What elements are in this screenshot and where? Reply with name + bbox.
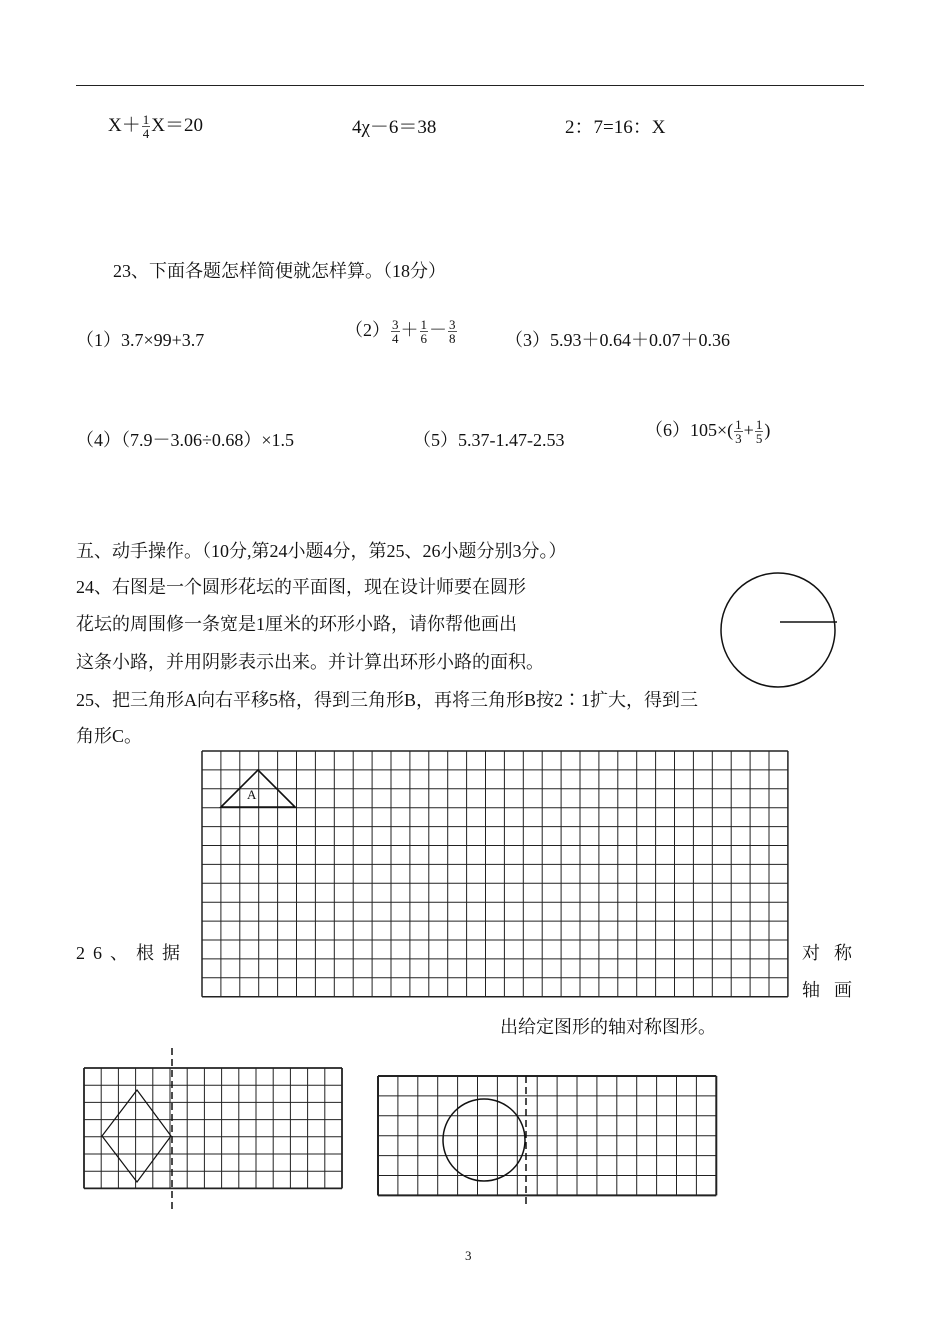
diamond-shape xyxy=(102,1090,171,1182)
triangle-a xyxy=(221,770,295,807)
half-circle-figure xyxy=(376,1074,718,1206)
q23-title: 23、下面各题怎样简便就怎样算。（18分） xyxy=(113,261,446,281)
triangle-a-label: A xyxy=(247,787,257,802)
header-rule xyxy=(76,85,864,86)
circle-shape xyxy=(443,1099,525,1181)
q23-problem-6: （6）105×( $\frac{1}{3}$ + $\frac{1}{5}$ ) xyxy=(645,417,771,447)
q25-line-1: 25、把三角形A向右平移5格，得到三角形B，再将三角形B按2∶1扩大，得到三 xyxy=(76,690,699,710)
section-5-title: 五、动手操作。（10分,第24小题4分，第25、26小题分别3分。） xyxy=(76,541,567,561)
q23-problem-2: （2） $\frac{3}{4}$ ＋ $\frac{1}{6}$ － $\frac{3}{8}$ xyxy=(345,317,456,347)
q23-problem-1: （1）3.7×99+3.7 xyxy=(76,330,205,350)
q23-problem-4: （4）（7.9－3.06÷0.68）×1.5 xyxy=(76,430,295,450)
q26-line-2: 出给定图形的轴对称图形。 xyxy=(500,1017,716,1037)
q23-problem-3: （3）5.93＋0.64＋0.07＋0.36 xyxy=(505,330,730,350)
flowerbed-circle xyxy=(721,573,835,687)
q26-right-text-1: 对称 xyxy=(802,943,866,963)
q26-left-text: 26、根据 xyxy=(76,943,188,963)
equation-2: 4χ－6＝38 xyxy=(352,117,437,138)
triangle-a-figure xyxy=(200,749,790,1001)
q24-line-3: 这条小路，并用阴影表示出来。并计算出环形小路的面积。 xyxy=(76,652,544,672)
q24-line-2: 花坛的周围修一条宽是1厘米的环形小路，请你帮他画出 xyxy=(76,614,517,634)
q24-line-1: 24、右图是一个圆形花坛的平面图，现在设计师要在圆形 xyxy=(76,577,526,597)
q23-problem-5: （5）5.37-1.47-2.53 xyxy=(413,430,565,450)
equation-1: X＋ $\frac{1}{4}$ X＝20 xyxy=(108,112,203,142)
page-number: 3 xyxy=(465,1248,472,1263)
diamond-figure xyxy=(82,1046,346,1212)
flowerbed-circle-figure xyxy=(716,570,842,692)
q26-right-text-2: 轴画 xyxy=(802,980,866,1000)
equation-3: 2：7=16：X xyxy=(565,117,666,138)
q25-line-2: 角形C。 xyxy=(76,726,143,746)
